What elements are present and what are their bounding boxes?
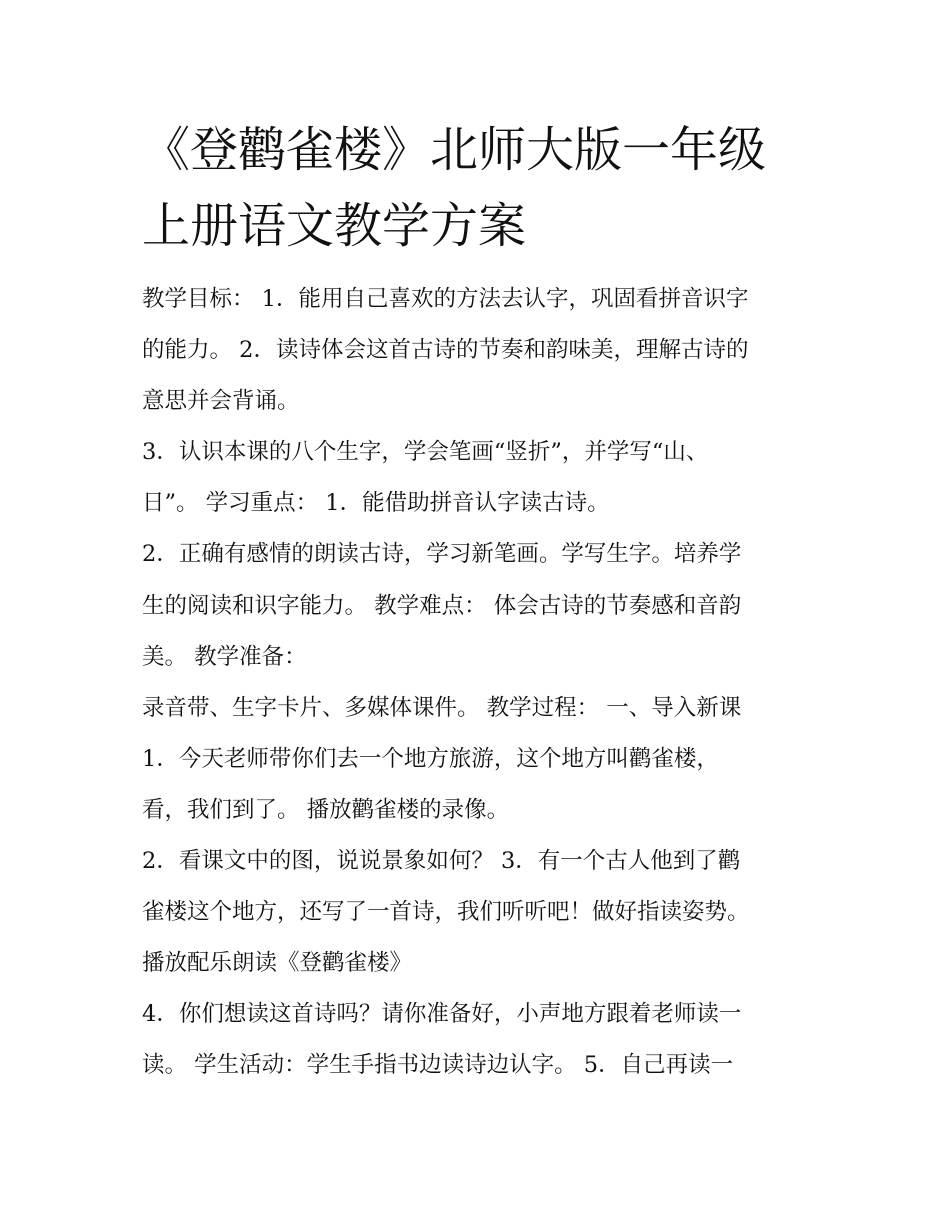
body-line: 3．认识本课的八个生字，学会笔画“竖折”，并学写“山、: [142, 439, 709, 466]
body-line: 生的阅读和识字能力。 教学难点： 体会古诗的节奏感和音韵: [142, 592, 742, 619]
body-line: 看，我们到了。 播放鹳雀楼的录像。: [142, 796, 510, 823]
document-body: [142, 274, 822, 1092]
document-title: [142, 112, 822, 264]
body-line: 雀楼这个地方，还写了一首诗，我们听听吧！做好指读姿势。: [142, 899, 750, 926]
body-line: 1．今天老师带你们去一个地方旅游，这个地方叫鹳雀楼，: [142, 745, 719, 772]
title-line-2: 上册语文教学方案: [142, 198, 527, 254]
body-line: 意思并会背诵。: [142, 388, 300, 415]
body-line: 录音带、生字卡片、多媒体课件。 教学过程： 一、导入新课: [142, 694, 742, 721]
body-line: 4．你们想读这首诗吗？请你准备好，小声地方跟着老师读一: [142, 1001, 742, 1028]
body-line: 2．正确有感情的朗读古诗，学习新笔画。学写生字。培养学: [142, 541, 742, 568]
body-line: 教学目标： 1．能用自己喜欢的方法去认字，巩固看拼音识字: [142, 286, 749, 312]
body-line: 播放配乐朗读《登鹳雀楼》: [142, 950, 413, 977]
title-line-1: 《登鹳雀楼》北师大版一年级: [142, 122, 767, 178]
body-line: 读。 学生活动：学生手指书边读诗边认字。 5．自己再读一: [142, 1052, 734, 1079]
body-line: 的能力。 2．读诗体会这首古诗的节奏和韵味美，理解古诗的: [142, 337, 749, 364]
body-line: 美。 教学准备：: [142, 643, 307, 670]
body-line: 2．看课文中的图，说说景象如何？ 3．有一个古人他到了鹳: [142, 848, 741, 875]
body-line: 日”。 学习重点： 1．能借助拼音认字读古诗。: [142, 490, 610, 517]
